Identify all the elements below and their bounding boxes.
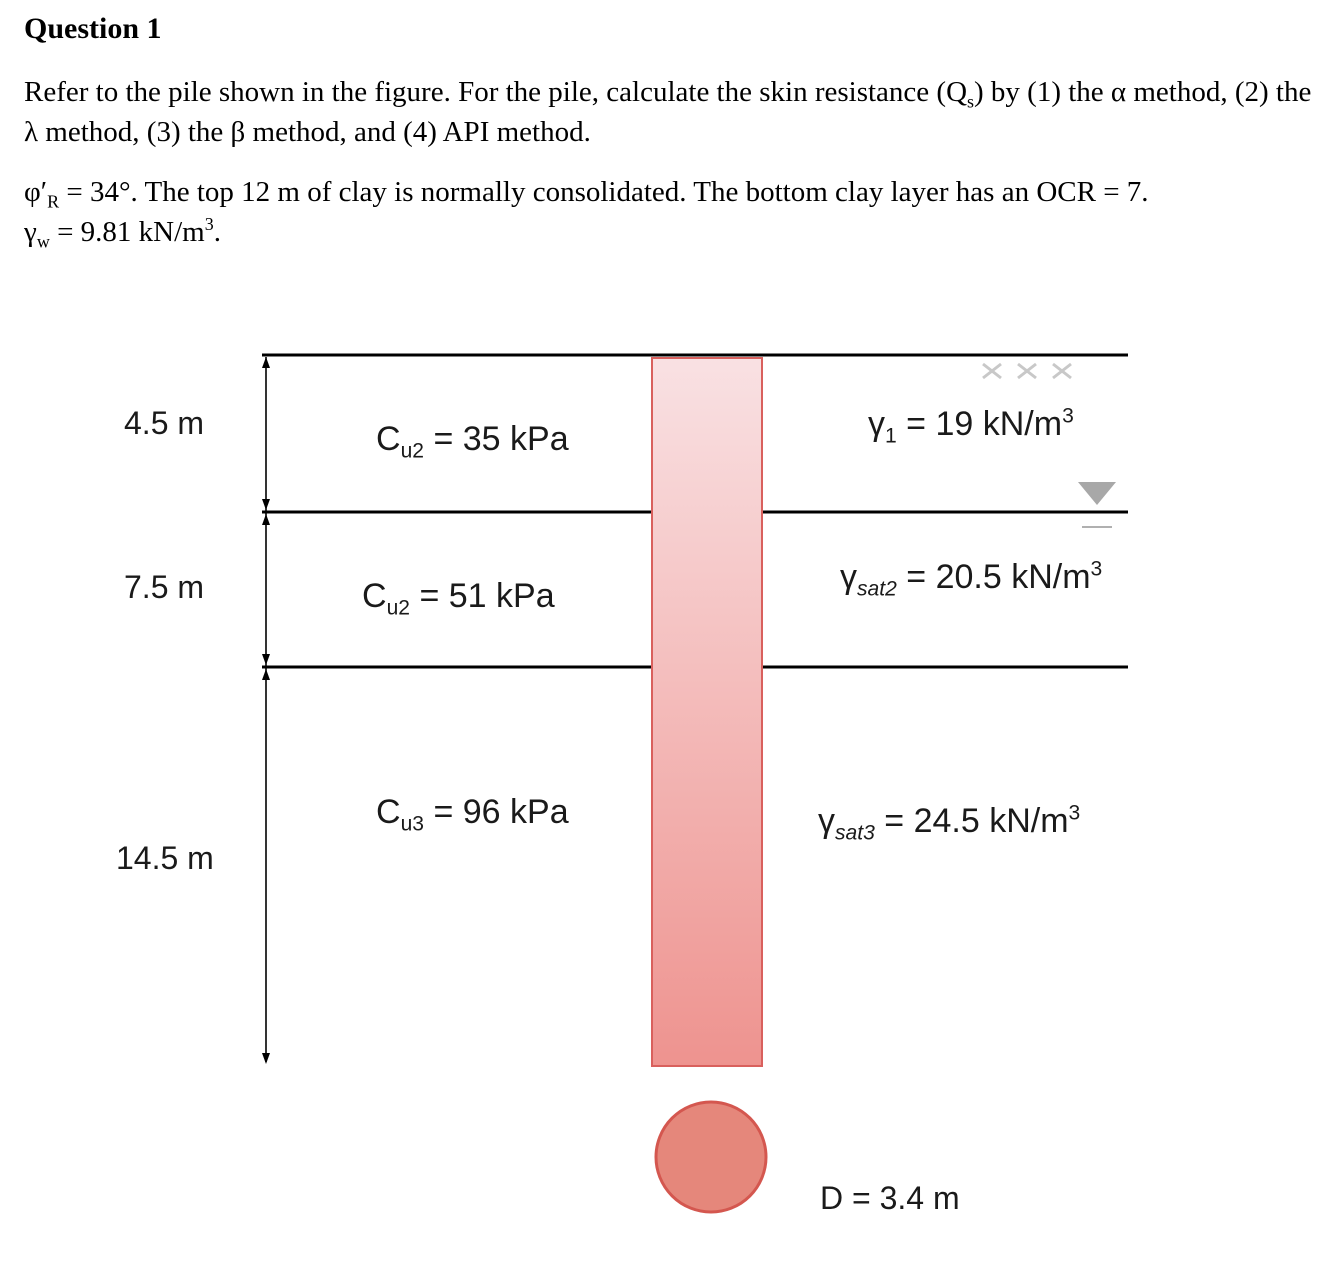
- cu-label-layer-3: $C_{u3} = 96$ kPa: [376, 793, 569, 836]
- qs-subscript: s: [967, 91, 975, 112]
- gamma-w-symbol: γ: [24, 216, 37, 248]
- thickness-label-layer-1: 4.5 m: [124, 405, 205, 441]
- ground-hatch-icon: [983, 364, 1071, 378]
- gamma-w-subscript: w: [36, 231, 50, 252]
- thickness-label-layer-2: 7.5 m: [124, 569, 205, 605]
- conditions-text: = 34°. The top 12 m of clay is normally consolidated. The bottom clay layer has an OCR = 7.: [59, 176, 1149, 208]
- phi-symbol: φ′: [24, 176, 48, 208]
- question-title: Question 1: [24, 12, 162, 45]
- pile-elevation: [652, 358, 762, 1066]
- phi-subscript: R: [47, 191, 60, 212]
- pile-cross-section: [656, 1102, 766, 1212]
- gamma-label-layer-1: $\gamma_1 = 19$ $kN/m^3$: [868, 404, 1074, 448]
- gamma-w-value: = 9.81 kN/m: [49, 216, 205, 248]
- water-table-icon: [1078, 482, 1116, 527]
- diameter-label: D = 3.4 m: [820, 1180, 960, 1216]
- gamma-w-superscript: 3: [204, 214, 214, 235]
- cu-label-layer-1: $C_{u2} = 35$ kPa: [376, 420, 569, 463]
- gamma-w-end: .: [213, 216, 221, 248]
- question-text-end: ) by (1) the α method, (2) the λ method, (3) the β method, and (4) API method.: [24, 76, 1312, 148]
- thickness-label-layer-3: 14.5 m: [116, 840, 214, 876]
- gamma-label-layer-2: $\gamma_{sat2} = 20.5$ $kN/m^3$: [840, 557, 1103, 601]
- cu-label-layer-2: $C_{u2} = 51$ kPa: [362, 577, 555, 620]
- gamma-label-layer-3: $\gamma_{sat3} = 24.5$ $kN/m^3$: [818, 801, 1081, 845]
- question-text-start: Refer to the pile shown in the figure. For the pile, calculate the skin resistance (Q: [24, 76, 968, 108]
